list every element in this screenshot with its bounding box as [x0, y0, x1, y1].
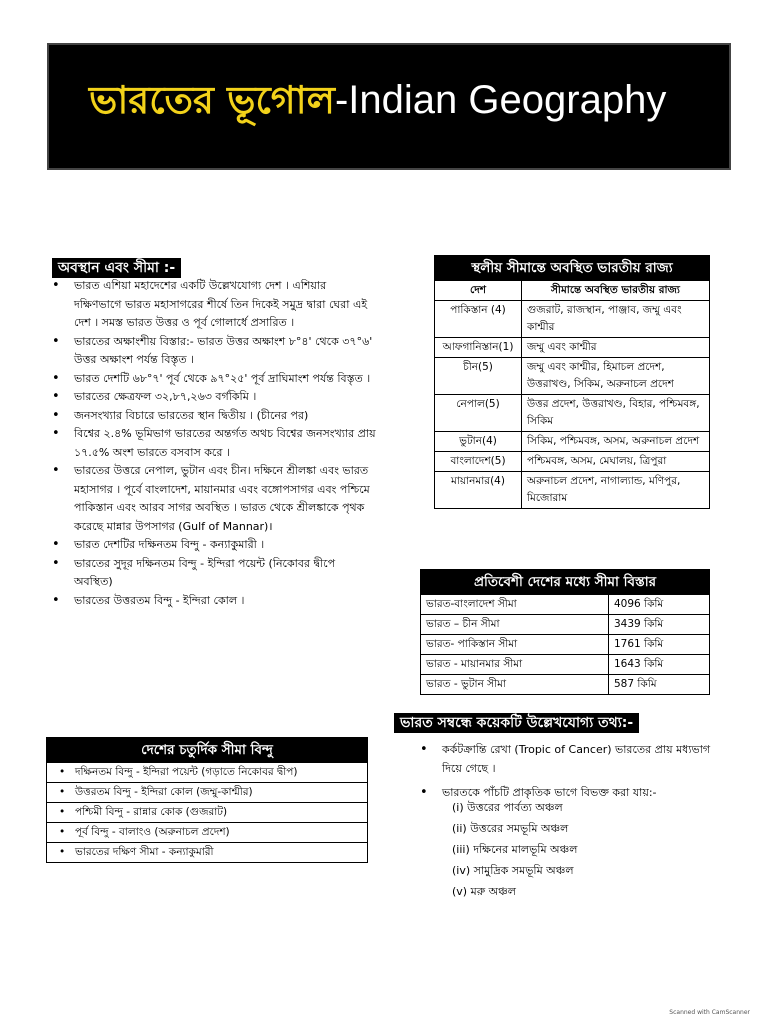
list-item: • বিশ্বের ২.৪% ভূমিভাগ ভারতের অন্তর্গত অথচ বিশ্বের জনসংখ্যার প্রায় ১৭.৫% অংশ ভারতে বসবাস করে । [46, 425, 376, 462]
list-item: • জনসংখ্যার বিচারে ভারতের স্থান দ্বিতীয় । (চীনের পর) [46, 407, 376, 426]
scanner-watermark: Scanned with CamScanner [669, 1009, 750, 1016]
facts-heading: ভারত সম্বন্ধে কয়েকটি উল্লেখযোগ্য তথ্য:- [394, 713, 639, 733]
table-row: ভারত-বাংলাদেশ সীমা 4096 কিমি [421, 595, 710, 615]
list-item: (v) মরু অঞ্চল [452, 885, 516, 898]
list-item: • ভারতের উত্তরতম বিন্দু - ইন্দিরা কোল । [46, 592, 376, 611]
column-header: দেশ [435, 281, 522, 301]
table-row: নেপাল(5) উত্তর প্রদেশ, উত্তরাখণ্ড, বিহার, পশ্চিমবঙ্গ, সিকিম [435, 395, 710, 432]
list-item: • ভারতকে পাঁচটি প্রাকৃতিক ভাগে বিভক্ত করা যায়:- [414, 784, 724, 803]
list-item: (iv) সামুদ্রিক সমভূমি অঞ্চল [452, 864, 574, 877]
list-item: • ভারত এশিয়া মহাদেশের একটি উল্লেখযোগ্য দেশ । এশিয়ার দক্ষিণভাগে ভারত মহাসাগরের শীর্ষে তিন দিকেই সমুদ্র দ্বারা ঘেরা এই দেশ । সমস্ত ভারত উত্তর ও পূর্ব গোলার্ধে প্রসারিত । [46, 277, 376, 333]
list-item: (iii) দক্ষিনের মালভূমি অঞ্চল [452, 843, 578, 856]
page-title [89, 75, 666, 125]
table-row: ভারত - মায়ানমার সীমা 1643 কিমি [421, 655, 710, 675]
list-item: • ভারত দেশটির দক্ষিনতম বিন্দু - কন্যাকুমারী । [46, 536, 376, 555]
table-row: মায়ানমার(4) অরুনাচল প্রদেশ, নাগাল্যান্ড, মণিপুর, মিজোরাম [435, 472, 710, 509]
title-banner [47, 43, 731, 170]
list-item: • ভারতের সুদূর দক্ষিনতম বিন্দু - ইন্দিরা পয়েন্ট (নিকোবর দ্বীপে অবস্থিত) [46, 555, 376, 592]
table-row: • পূর্ব বিন্দু - বালাংও (অরুনাচল প্রদেশ) [47, 823, 368, 843]
facts-list [414, 741, 724, 803]
location-list [46, 277, 376, 610]
list-item: • ভারতের ক্ষেত্রফল ৩২,৮৭,২৬৩ বর্গকিমি । [46, 388, 376, 407]
table-row: • ভারতের দক্ষিণ সীমা - কন্যাকুমারী [47, 843, 368, 863]
list-item: (ii) উত্তরের সমভূমি অঞ্চল [452, 822, 569, 835]
border-length-table [420, 569, 710, 695]
list-item: (i) উত্তরের পার্বত্য অঞ্চল [452, 801, 563, 814]
table-row: আফগানিস্তান(1) জম্মু এবং কাশ্মীর [435, 338, 710, 358]
extreme-points-table [46, 737, 368, 863]
table-row: ভারত - ভুটান সীমা 587 কিমি [421, 675, 710, 695]
table-caption: দেশের চতুর্দিক সীমা বিন্দু [47, 738, 368, 763]
column-header: সীমান্তে অবস্থিত ভারতীয় রাজ্য [522, 281, 710, 301]
table-row: • পশ্চিমী বিন্দু - রান্নার কোক (গুজরাট) [47, 803, 368, 823]
title-bengali: ভারতের ভূগোল [89, 78, 335, 122]
list-item: • ভারত দেশটি ৬৮°৭' পূর্ব থেকে ৯৭°২৫' পূর্ব দ্রাঘিমাংশ পর্যন্ত বিস্তৃত । [46, 370, 376, 389]
table-row: • উত্তরতম বিন্দু - ইন্দিরা কোল (জম্মু-কাশ্মীর) [47, 783, 368, 803]
table-caption: প্রতিবেশী দেশের মধ্যে সীমা বিস্তার [421, 570, 710, 595]
location-heading: অবস্থান এবং সীমা :- [52, 258, 181, 278]
table-row: চীন(5) জম্মু এবং কাশ্মীর, হিমাচল প্রদেশ, উত্তরাখণ্ড, সিকিম, অরুনাচল প্রদেশ [435, 358, 710, 395]
table-row: ভারত – চীন সীমা 3439 কিমি [421, 615, 710, 635]
regions-list [452, 797, 722, 902]
table-row: • দক্ষিনতম বিন্দু - ইন্দিরা পয়েন্ট (গড়াতে নিকোবর দ্বীপ) [47, 763, 368, 783]
list-item: • ভারতের অক্ষাংশীয় বিস্তার:- ভারত উত্তর অক্ষাংশ ৮°৪' থেকে ৩৭°৬' উত্তর অক্ষাংশ পর্যন্ত বিস্তৃত । [46, 333, 376, 370]
table-caption: স্থলীয় সীমান্তে অবস্থিত ভারতীয় রাজ্য [435, 256, 710, 281]
table-row: পাকিস্তান (4) গুজরাট, রাজস্থান, পাঞ্জাব, জম্মু এবং কাশ্মীর [435, 301, 710, 338]
border-states-table [434, 255, 710, 509]
title-english: -Indian Geography [334, 78, 667, 122]
table-row: বাংলাদেশ(5) পশ্চিমবঙ্গ, অসম, মেঘালয়, ত্রিপুরা [435, 452, 710, 472]
list-item: • ভারতের উত্তরে নেপাল, ভুটান এবং চীন। দক্ষিনে শ্রীলঙ্কা এবং ভারত মহাসাগর । পূর্বে বাংলাদেশ, মায়ানমার এবং বঙ্গোপসাগর এবং পশ্চিমে পাকিস্তান এবং আরব সাগর অবস্থিত । ভারত থেকে শ্রীলঙ্কাকে পৃথক করেছে মান্নার উপসাগর (Gulf of Mannar)। [46, 462, 376, 536]
list-item: • কর্কটক্রান্তি রেখা (Tropic of Cancer) ভারতের প্রায় মধ্যভাগ দিয়ে গেছে । [414, 741, 724, 778]
table-row: ভুটান(4) সিকিম, পশ্চিমবঙ্গ, অসম, অরুনাচল প্রদেশ [435, 432, 710, 452]
table-row: ভারত- পাকিস্তান সীমা 1761 কিমি [421, 635, 710, 655]
